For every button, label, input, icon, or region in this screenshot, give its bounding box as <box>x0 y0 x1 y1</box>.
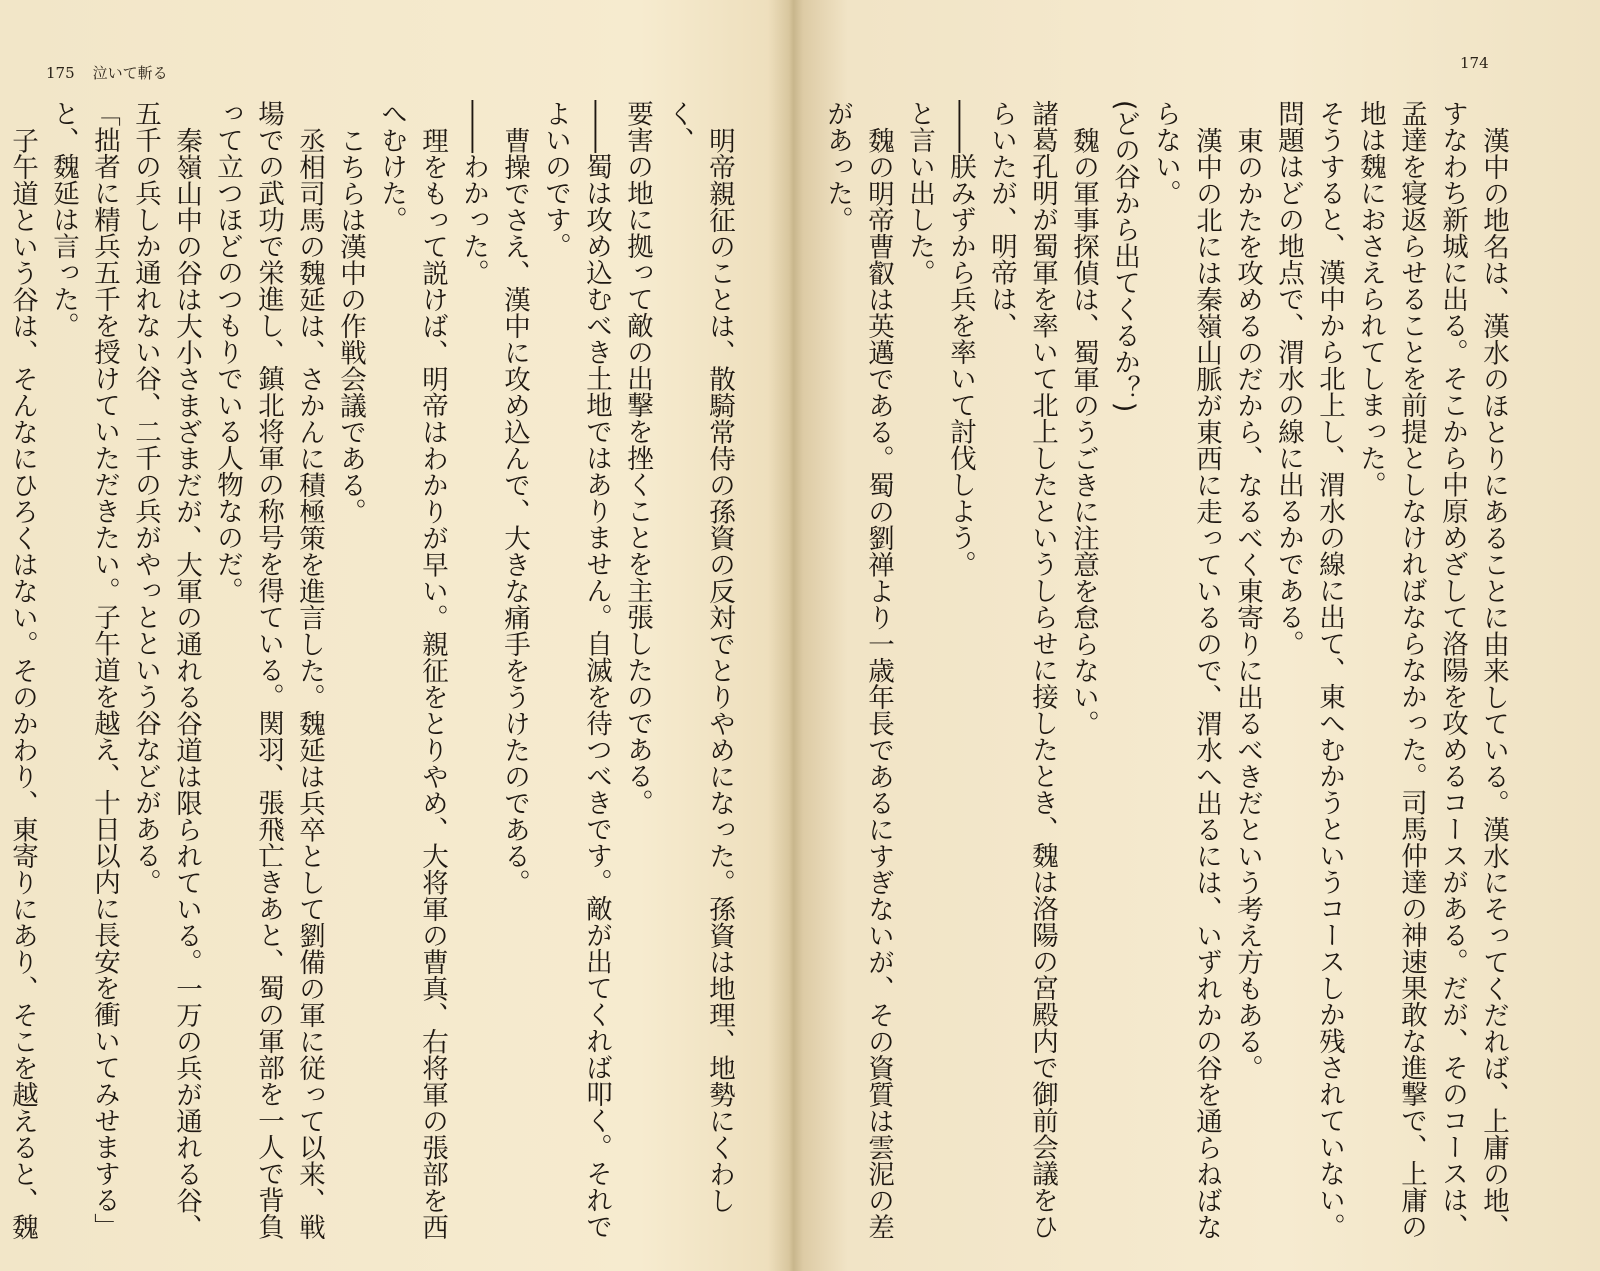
paragraph: 理をもって説けば、明帝はわかりが早い。親征をとりやめ、大将軍の曹真、右将軍の張部を西へむけた。 <box>376 100 448 1240</box>
paragraph: 漢中の北には秦嶺山脈が東西に走っているので、渭水へ出るには、いずれかの谷を通らねばならない。 <box>1150 100 1222 1240</box>
paragraph: 魏の軍事探偵は、蜀軍のうごきに注意を怠らない。 <box>1068 126 1099 736</box>
paragraph: 明帝親征のことは、散騎常侍の孫資の反対でとりやめになった。孫資は地理、地勢にくわしく、 <box>663 100 735 1213</box>
running-title: 泣いて斬る <box>92 64 168 82</box>
paragraph: と言い出した。 <box>904 100 935 286</box>
paragraph: 魏の明帝曹叡は英邁である。蜀の劉禅より一歳年長であるにすぎないが、その資質は雲泥の差があった。 <box>822 100 894 1240</box>
left-running-header <box>46 62 168 83</box>
paragraph: (どの谷から出てくるか？) <box>1109 100 1140 413</box>
paragraph: 丞相司馬の魏延は、さかんに積極策を進言した。魏延は兵卒として劉備の軍に従って以来、戦場での武功で栄進し、鎮北将軍の称号を得ている。関羽、張飛亡きあと、蜀の軍部を一人で背負って立つほどのつもりでいる人物なのだ。 <box>212 100 325 1240</box>
paragraph: ――蜀は攻め込むべき土地ではありません。自滅を待つべきです。敵が出てくれば叩く。それでよいのです。 <box>540 100 612 1240</box>
paragraph: 曹操でさえ、漢中に攻め込んで、大きな痛手をうけたのである。 <box>499 126 530 895</box>
paragraph: 要害の地に拠って敵の出撃を挫くことを主張したのである。 <box>622 100 653 816</box>
right-page <box>796 0 1600 1271</box>
paragraph: ――朕みずから兵を率いて討伐しよう。 <box>945 100 976 577</box>
paragraph: 問題はどの地点で、渭水の線に出るかである。 <box>1273 100 1304 657</box>
paragraph: 子午道という谷は、そんなにひろくはない。そのかわり、東寄りにあり、そこを越えると、魏 <box>7 126 38 1240</box>
paragraph: ――わかった。 <box>458 100 489 286</box>
right-running-header <box>1460 54 1489 72</box>
paragraph: 東のかたを攻めるのだから、なるべく東寄りに出るべきだという考え方もある。 <box>1232 126 1263 1081</box>
right-page-body <box>822 100 1514 1260</box>
paragraph: と、魏延は言った。 <box>48 100 79 339</box>
paragraph: 秦嶺山中の谷は大小さまざまだが、大軍の通れる谷道は限られている。一万の兵が通れる谷、五千の兵しか通れない谷、二千の兵がやっとという谷などがある。 <box>130 100 202 1240</box>
paragraph: 「拙者に精兵五千を授けていただきたい。子午道を越え、十日以内に長安を衝いてみせまする」 <box>89 100 120 1240</box>
left-page-body <box>7 100 740 1260</box>
right-page-number: 174 <box>1460 54 1489 72</box>
left-page-number: 175 <box>46 64 75 82</box>
paragraph: 諸葛孔明が蜀軍を率いて北上したというしらせに接したとき、魏は洛陽の宮殿内で御前会議をひらいたが、明帝は、 <box>986 100 1058 1240</box>
paragraph: そうすると、漢中から北上し、渭水の線に出て、東へむかうというコースしか残されていない。 <box>1314 100 1345 1240</box>
paragraph: 漢中の地名は、漢水のほとりにあることに由来している。漢水にそってくだれば、上庸の地、すなわち新城に出る。そこから中原めざして洛陽を攻めるコースがある。だが、そのコースは、孟達を寝返らせることを前提としなければならなかった。司馬仲達の神速果敢な進撃で、上庸の地は魏におさえられてしまった。 <box>1355 100 1509 1240</box>
paragraph: こちらは漢中の作戦会議である。 <box>335 126 366 524</box>
left-page <box>0 0 796 1271</box>
